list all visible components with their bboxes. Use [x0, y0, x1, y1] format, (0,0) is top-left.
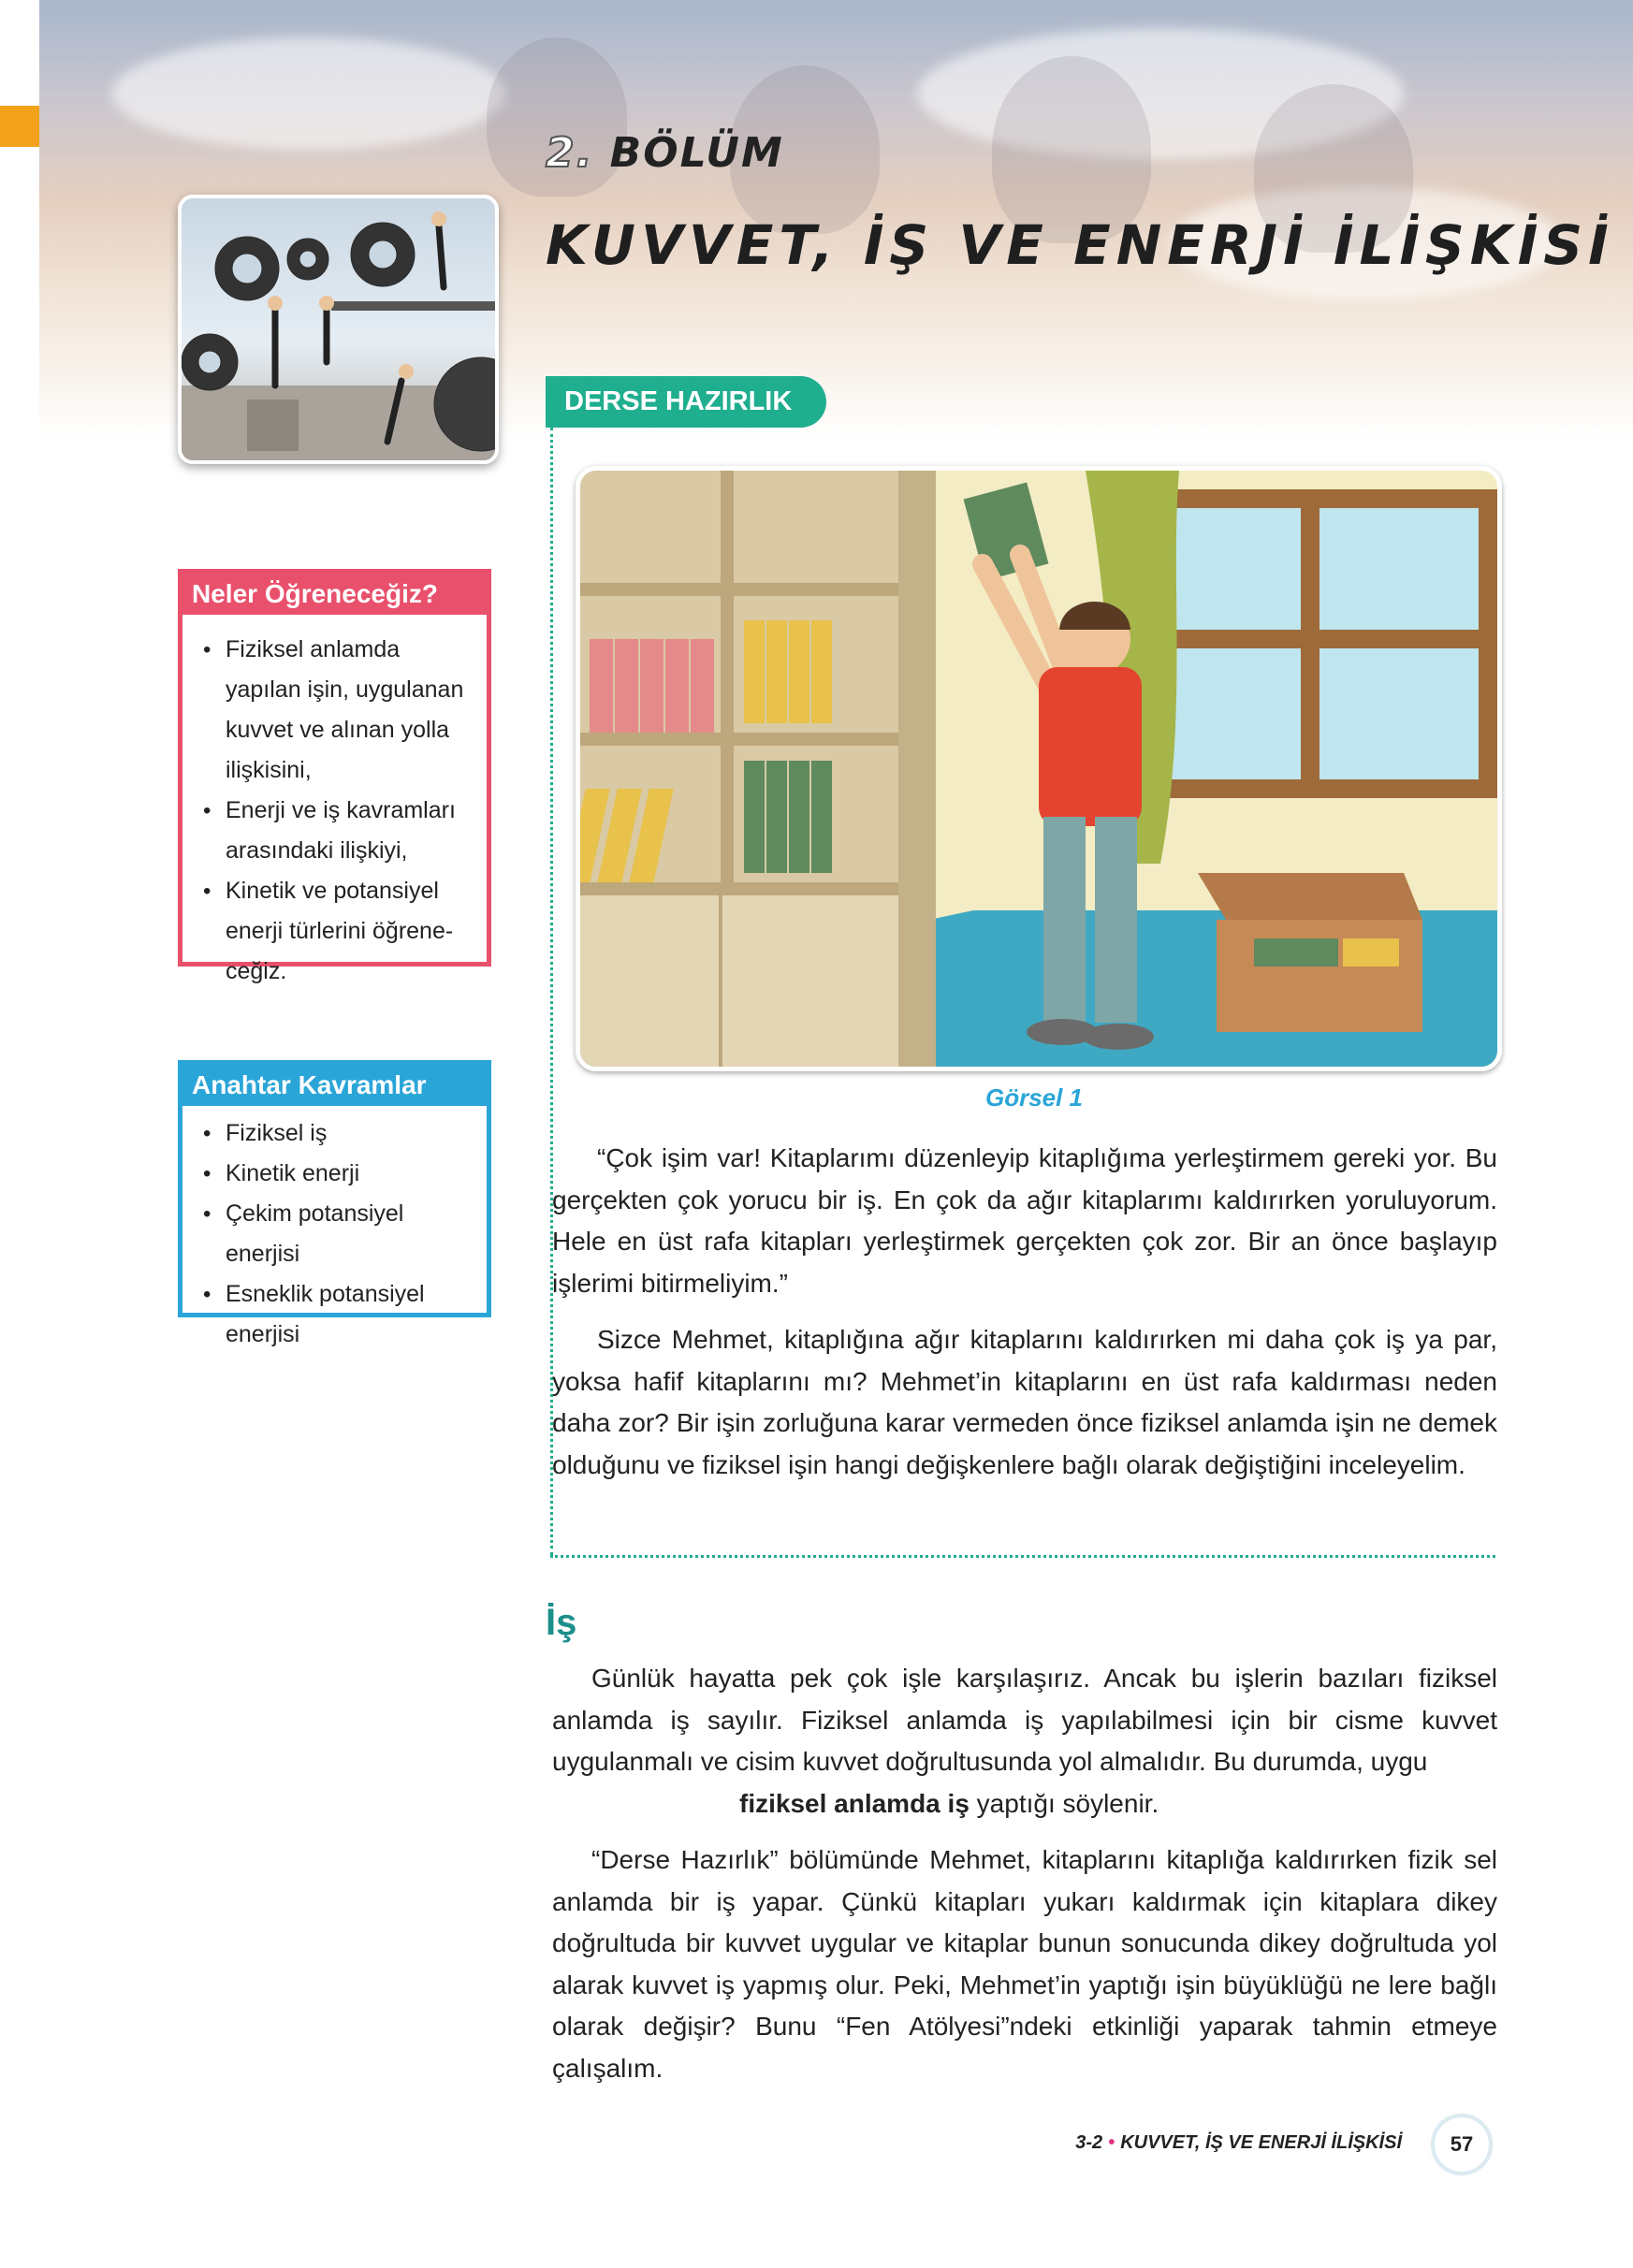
list-item: • Fiziksel anlamda yapılan işin, uygulanan kuvvet ve alınan yolla ilişkisini, [199, 630, 470, 791]
paragraph-text: yaptığı söylenir. [976, 1788, 1159, 1818]
chapter-number: 2. [546, 129, 594, 177]
list-item: • Enerji ve iş kavramları arasındaki ilişkiyi, [199, 791, 470, 871]
chapter-word: BÖLÜM [609, 129, 784, 177]
list-item: • Fiziksel iş [199, 1113, 470, 1154]
footer-title: KUVVET, İŞ VE ENERJİ İLİŞKİSİ [1120, 2132, 1402, 2153]
key-concepts-list [199, 1113, 470, 1355]
list-item: • Esneklik potansiyel enerjisi [199, 1274, 470, 1355]
learning-goals-title: Neler Öğreneceğiz? [182, 574, 489, 615]
page-margin [0, 0, 39, 2268]
section-heading-is: İş [546, 1602, 577, 1643]
key-concepts-box [178, 1060, 491, 1347]
section-tab-derse-hazirlik: DERSE HAZIRLIK [546, 376, 826, 428]
bookshelf-illustration [580, 471, 1497, 1067]
cloud-shape [112, 37, 505, 150]
gears-teamwork-image [178, 195, 499, 464]
section-border [550, 1555, 1495, 1558]
paragraph-text: Günlük hayatta pek çok işle karşılaşırız. Ancak bu işlerin bazıları fiziksel anlamda iş sayılır. Fiziksel anlamda iş yapılabilmesi için bir cisme kuvvet uygulanmalı ve cisim kuvvet doğrultusunda yol almalıdır. Bu durumda, uygu [552, 1664, 1497, 1776]
list-item: • Çekim potansiyel enerjisi [199, 1194, 470, 1274]
footer-unit: 3-2 [1075, 2132, 1103, 2153]
key-concepts-title: Anahtar Kavramlar [182, 1065, 489, 1106]
footer-dot-icon: • [1108, 2132, 1115, 2153]
key-term: fiziksel anlamda iş [739, 1788, 970, 1818]
intro-paragraph-question: Sizce Mehmet, kitaplığına ağır kitaplarını kaldırırken mi daha çok iş ya par, yoksa hafif kitaplarını mı? Mehmet’in kitaplarını en üst rafa kaldırması neden daha zor? Bir işin zorluğuna karar vermeden önce fiziksel anlamda işin ne demek olduğunu ve fiziksel işin hangi değişkenlere bağlı olarak değiştiğini inceleyelim. [552, 1325, 1497, 1479]
footer-running-title [1029, 2132, 1402, 2154]
gears-illustration [182, 198, 495, 460]
list-item: • Kinetik enerji [199, 1154, 470, 1194]
is-definition-paragraph [552, 1658, 1497, 1825]
page-number: 57 [1435, 2117, 1489, 2172]
chapter-label [546, 129, 784, 177]
is-example-paragraph: “Derse Hazırlık” bölümünde Mehmet, kitaplarını kitaplığa kaldırırken fizik sel anlamda bir iş yapar. Çünkü kitapları yukarı kaldırmak için kitaplara dikey doğrultuda bir kuvvet uygular ve kitaplar bunun sonucunda dikey doğrultuda yol alarak kuvvet iş yapmış olur. Peki, Mehmet’in yaptığı işin büyüklüğü ne lere bağlı olarak değişir? Bunu “Fen Atölyesi”ndeki etkinliği yaparak tahmin etmeye çalışalım. [552, 1845, 1497, 2083]
intro-paragraph-quote: “Çok işim var! Kitaplarımı düzenleyip kitaplığıma yerleştirmem gereki yor. Bu gerçekten çok yorucu bir iş. En çok da ağır kitaplarımı kaldırırken yoruluyorum. Hele en üst rafa kitapları yerleştirmek gerçekten çok zor. Bir an önce başlayıp işlerimi bitirmeliyim.” [552, 1143, 1497, 1298]
figure-caption: Görsel 1 [984, 1083, 1084, 1112]
chapter-tab-marker [0, 106, 39, 147]
chapter-title: KUVVET, İŞ VE ENERJİ İLİŞKİSİ [546, 213, 1614, 277]
boy-shelving-books-image [576, 466, 1502, 1071]
learning-goals-list [199, 630, 470, 992]
learning-goals-box [178, 569, 491, 984]
list-item: • Kinetik ve potansiyel enerji türlerini öğrene- ceğiz. [199, 871, 470, 992]
